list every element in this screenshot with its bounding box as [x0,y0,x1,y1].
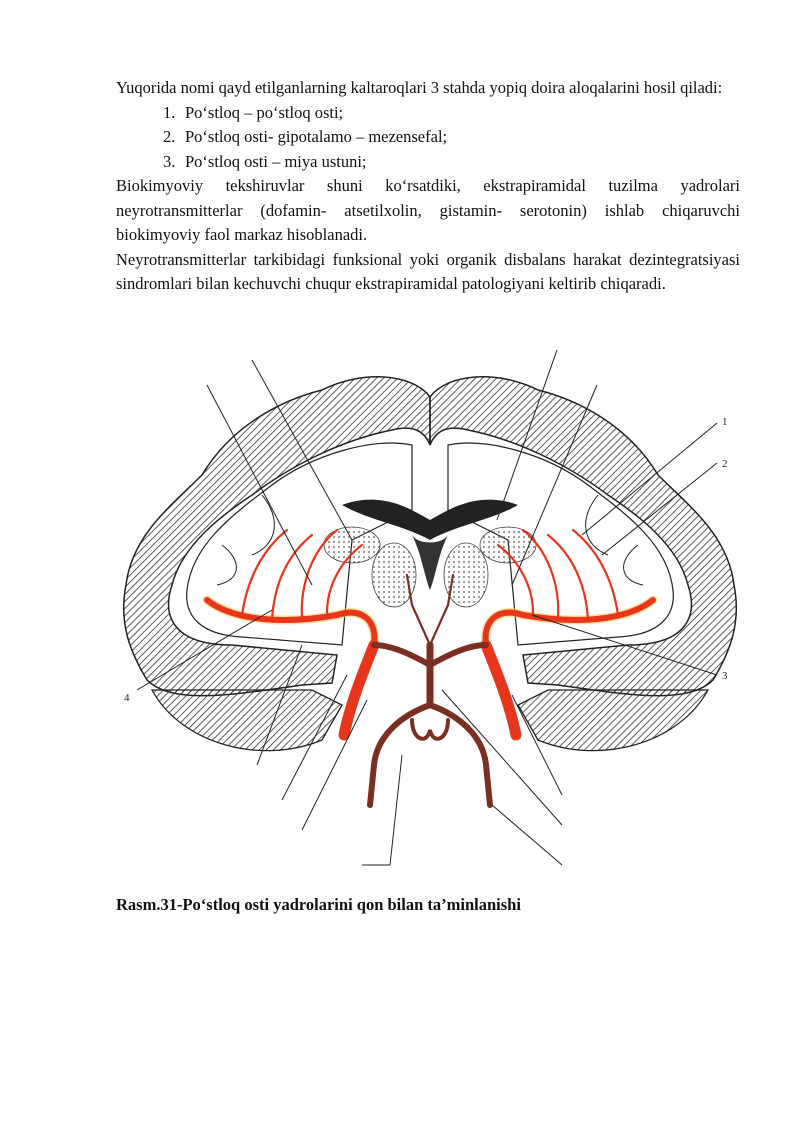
list-text: Po‘stloq osti – miya ustuni; [185,151,367,171]
list-number: 1. [163,102,176,122]
list-number: 2. [163,127,176,146]
text-block [116,76,740,297]
list-item [116,125,740,150]
neurotransmitter-paragraph: Neyrotransmitterlar tarkibidagi funksional yoki organik disbalans harakat dezintegratsiyasi sindromlari bilan kechuvchi chuqur ekstrapiramidal patologiyani keltirib chiqaradi. [116,249,740,293]
central-vessels [370,575,490,805]
list-text: Po‘stloq osti- gipotalamo – mezensefal; [185,127,448,146]
label-2: 2 [722,458,728,470]
list-item [116,150,740,175]
figure-caption: Rasm.31-Po‘stloq osti yadrolarini qon bilan ta’minlanishi [116,895,521,914]
intro-paragraph: Yuqorida nomi qayd etilganlarning kaltaroqlari 3 stahda yopiq doira aloqalarini hosil qiladi: [116,78,723,97]
list-number: 3. [163,151,176,171]
list-item [116,101,740,126]
label-4: 4 [124,692,130,704]
label-3: 3 [722,670,728,682]
label-1: 1 [722,416,728,428]
list-text: Po‘stloq – po‘stloq osti; [185,102,344,122]
biochemistry-paragraph: Biokimyoviy tekshiruvlar shuni ko‘rsatdiki, ekstrapiramidal tuzilma yadrolari neyrotransmitterlar (dofamin- atsetilxolin, gistamin- serotonin) ishlab chiqaruvchi biokimyoviy faol markaz hisoblanadi. [116,176,740,244]
brain-blood-supply-figure [112,345,748,880]
numbered-list [116,101,740,175]
